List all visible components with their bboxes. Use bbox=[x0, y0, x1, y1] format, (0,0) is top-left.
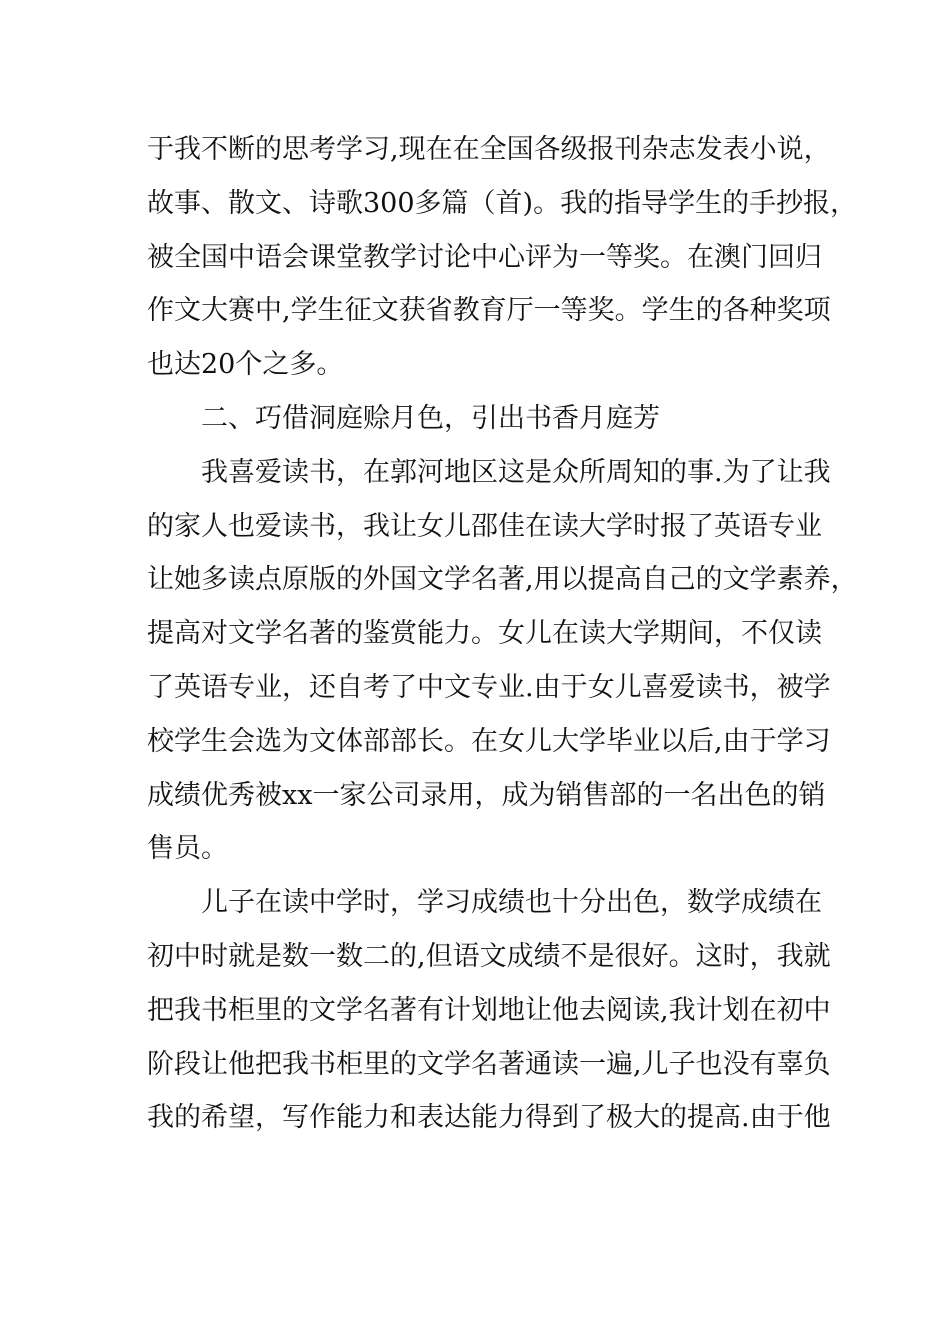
text-line: 作文大赛中,学生征文获省教育厅一等奖。学生的各种奖项 bbox=[147, 295, 831, 327]
text-line: 把我书柜里的文学名著有计划地让他去阅读,我计划在初中 bbox=[147, 994, 831, 1026]
text-line: 于我不断的思考学习,现在在全国各级报刊杂志发表小说， bbox=[147, 134, 831, 165]
text-line: 故事、散文、诗歌300多篇（首)。我的指导学生的手抄报， bbox=[147, 187, 858, 219]
text-line: 让她多读点原版的外国文学名著,用以提高自己的文学素养， bbox=[147, 564, 858, 596]
text-line: 我的希望，写作能力和表达能力得到了极大的提高.由于他 bbox=[147, 1102, 831, 1134]
text-line: 校学生会选为文体部部长。在女儿大学毕业以后,由于学习 bbox=[147, 725, 831, 757]
section-heading: 二、巧借洞庭赊月色，引出书香月庭芳 bbox=[201, 402, 660, 434]
text-line: 也达20个之多。 bbox=[147, 349, 344, 381]
paragraph-start-line: 我喜爱读书，在郭河地区这是众所周知的事.为了让我 bbox=[201, 456, 831, 488]
paragraph-start-line: 儿子在读中学时，学习成绩也十分出色，数学成绩在 bbox=[201, 887, 822, 919]
body-text bbox=[147, 130, 858, 1152]
text-line: 售员。 bbox=[147, 833, 228, 865]
text-line: 阶段让他把我书柜里的文学名著通读一遍,儿子也没有辜负 bbox=[147, 1048, 831, 1080]
text-line: 提高对文学名著的鉴赏能力。女儿在读大学期间，不仅读 bbox=[147, 618, 822, 650]
text-line: 的家人也爱读书，我让女儿邵佳在读大学时报了英语专业 bbox=[147, 510, 822, 542]
text-line: 被全国中语会课堂教学讨论中心评为一等奖。在澳门回归 bbox=[147, 241, 822, 273]
text-line: 初中时就是数一数二的,但语文成绩不是很好。这时，我就 bbox=[147, 940, 831, 972]
text-line: 了英语专业，还自考了中文专业.由于女儿喜爱读书，被学 bbox=[147, 671, 831, 703]
text-line: 成绩优秀被xx一家公司录用，成为销售部的一名出色的销 bbox=[147, 779, 826, 811]
